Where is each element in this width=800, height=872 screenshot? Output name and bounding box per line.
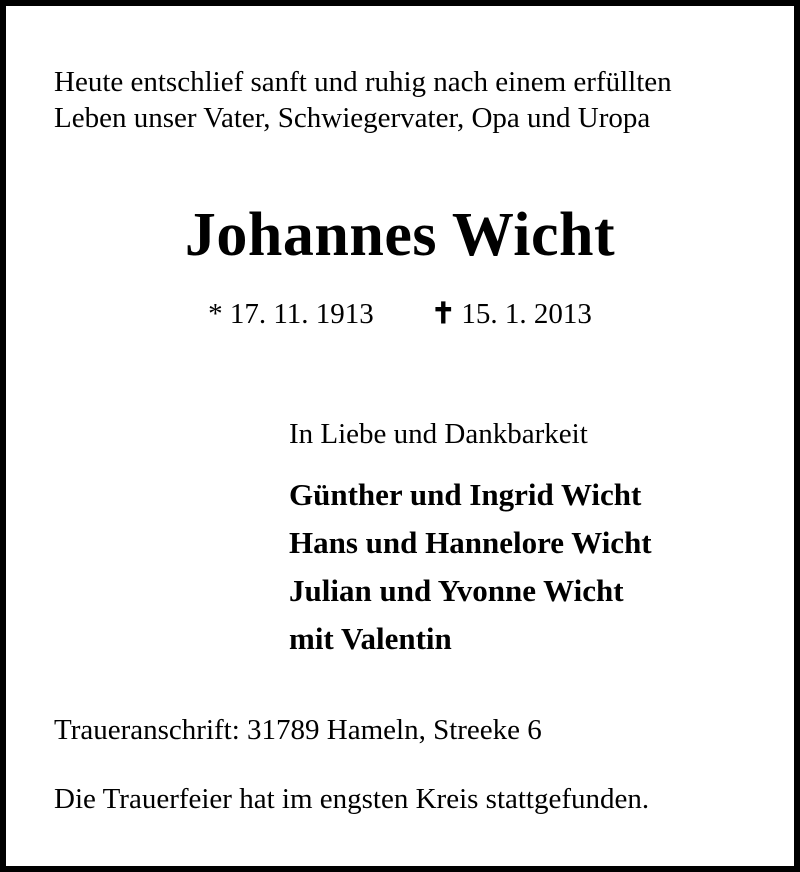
closing-note: Die Trauerfeier hat im engsten Kreis stattgefunden. bbox=[54, 783, 650, 815]
dedication-line: In Liebe und Dankbarkeit bbox=[289, 418, 588, 450]
mourner-item: Julian und Yvonne Wicht bbox=[289, 573, 624, 608]
mourner-item: Günther und Ingrid Wicht bbox=[289, 477, 642, 512]
intro-line-1: Heute entschlief sanft und ruhig nach einem erfüllten bbox=[54, 66, 672, 98]
mourner-item: Hans und Hannelore Wicht bbox=[289, 525, 652, 560]
cross-icon: ✝ bbox=[431, 298, 456, 330]
intro-line-2: Leben unser Vater, Schwiegervater, Opa und Uropa bbox=[54, 102, 651, 134]
death-date: 15. 1. 2013 bbox=[461, 298, 592, 330]
birth-date: * 17. 11. 1913 bbox=[208, 298, 374, 330]
death-date-group bbox=[431, 298, 592, 330]
intro-text bbox=[54, 64, 672, 136]
deceased-name: Johannes Wicht bbox=[184, 201, 616, 269]
mourners-list bbox=[289, 471, 652, 663]
mourner-item: mit Valentin bbox=[289, 621, 452, 656]
mourning-address: Traueranschrift: 31789 Hameln, Streeke 6 bbox=[54, 714, 542, 746]
life-dates bbox=[6, 296, 794, 332]
